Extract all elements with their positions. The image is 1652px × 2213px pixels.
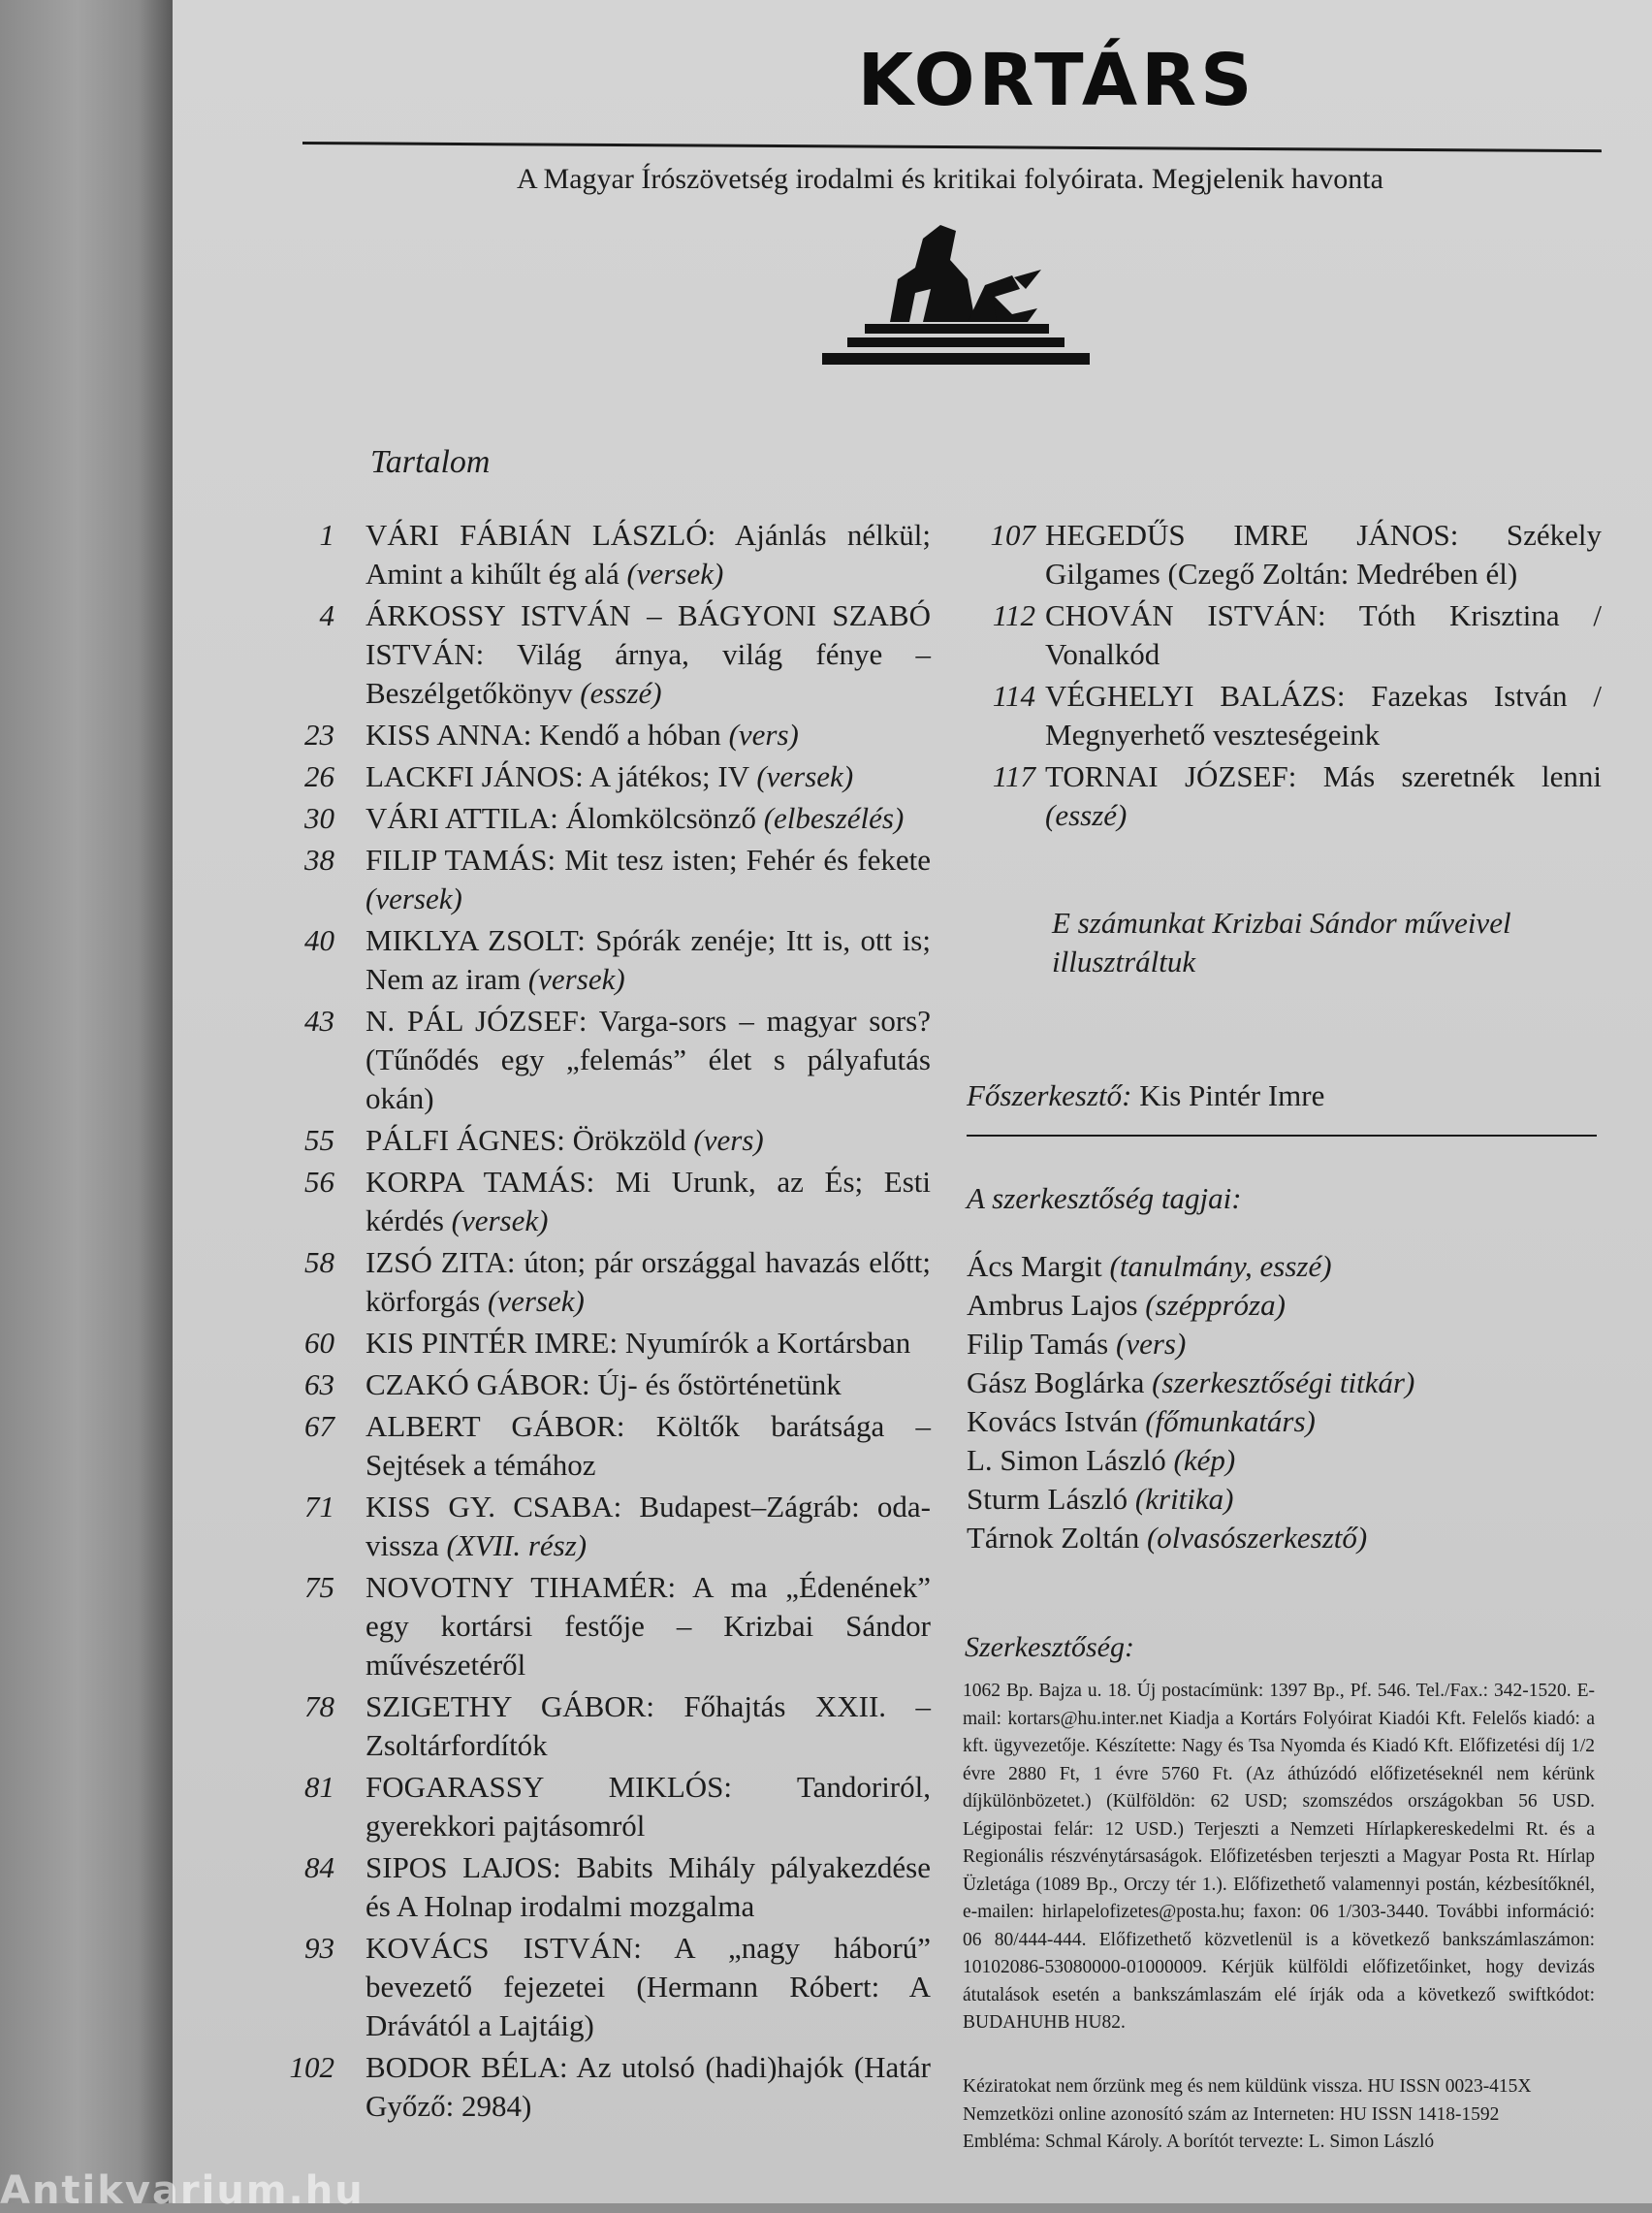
toc-entry-genre: (esszé) xyxy=(1045,798,1128,832)
toc-entry-title: N. PÁL JÓZSEF: Varga-sors – magyar sors? (Tűnődés egy „felemás” élet s pályafutás okán) xyxy=(365,1004,931,1115)
staff-role: (kritika) xyxy=(1134,1482,1234,1516)
toc-entry xyxy=(960,596,1602,674)
toc-entry-text xyxy=(1045,677,1602,754)
toc-entry-title: NOVOTNY TIHAMÉR: A ma „Édenének” egy kortársi festője – Krizbai Sándor művészetéről xyxy=(365,1570,931,1682)
toc-entry-text xyxy=(365,1488,931,1565)
toc-entry-title: PÁLFI ÁGNES: Örökzöld xyxy=(365,1123,694,1157)
toc-entry xyxy=(262,1488,931,1565)
toc-page-number: 56 xyxy=(304,1165,334,1199)
toc-entry-genre: (versek) xyxy=(756,759,854,793)
staff-name: Ács Margit xyxy=(967,1249,1110,1283)
toc-page-number: 71 xyxy=(304,1490,334,1523)
toc-entry xyxy=(960,677,1602,754)
toc-entry-text xyxy=(365,596,931,713)
staff-role: (olvasószerkesztő) xyxy=(1146,1521,1368,1555)
staff-name: L. Simon László xyxy=(967,1443,1174,1477)
toc-entry-title: VÉGHELYI BALÁZS: Fazekas István / Megnyerhető veszteségeink xyxy=(1045,679,1602,752)
toc-entry-text xyxy=(365,1243,931,1321)
masthead-title: KORTÁRS xyxy=(857,39,1256,122)
staff-list xyxy=(967,1247,1606,1557)
toc-entry-title: CHOVÁN ISTVÁN: Tóth Krisztina / Vonalkód xyxy=(1045,598,1602,671)
toc-page-number: 30 xyxy=(304,801,334,835)
staff-role: (széppróza) xyxy=(1145,1288,1286,1322)
masthead-subtitle: A Magyar Írószövetség irodalmi és kritikai folyóirata. Megjelenik havonta xyxy=(517,163,1383,195)
footer-line: Kéziratokat nem őrzünk meg és nem küldünk vissza. HU ISSN 0023-415X xyxy=(963,2076,1532,2097)
toc-entry-genre: (versek) xyxy=(527,962,625,996)
toc-page-number: 38 xyxy=(304,843,334,877)
toc-page-number: 26 xyxy=(304,759,334,793)
toc-entry-title: MIKLYA ZSOLT: Spórák zenéje; Itt is, ott is; Nem az iram xyxy=(365,923,931,996)
toc-page-number: 81 xyxy=(304,1770,334,1804)
footer-notes xyxy=(963,2073,1603,2157)
toc-entry xyxy=(262,757,931,796)
toc-entry xyxy=(262,1407,931,1485)
toc-entry xyxy=(262,516,931,593)
staff-name: Ambrus Lajos xyxy=(967,1288,1146,1322)
toc-entry-title: CZAKÓ GÁBOR: Új- és őstörténetünk xyxy=(365,1367,842,1401)
toc-entry-text xyxy=(365,1687,931,1765)
toc-entry-title: VÁRI FÁBIÁN LÁSZLÓ: Ajánlás nélkül; Amint a kihűlt ég alá xyxy=(365,518,931,591)
toc-entry xyxy=(262,596,931,713)
staff-name: Gász Boglárka xyxy=(967,1365,1153,1399)
staff-role: (szerkesztőségi titkár) xyxy=(1152,1365,1415,1399)
toc-page-number: 58 xyxy=(304,1245,334,1279)
toc-entry-title: BODOR BÉLA: Az utolsó (hadi)hajók (Határ Győző: 2984) xyxy=(365,2050,931,2123)
toc-entry-title: KOVÁCS ISTVÁN: A „nagy háború” bevezető fejezetei (Hermann Róbert: A Drávától a Lajtáig) xyxy=(365,1931,931,2042)
toc-entry-title: VÁRI ATTILA: Álomkölcsönző xyxy=(365,801,764,835)
toc-entry xyxy=(262,1365,931,1404)
toc-entry-title: KISS ANNA: Kendő a hóban xyxy=(365,718,729,752)
toc-entry xyxy=(262,1324,931,1363)
staff-role: (vers) xyxy=(1116,1327,1187,1361)
staff-heading: A szerkesztőség tagjai: xyxy=(967,1181,1242,1215)
toc-page-number: 93 xyxy=(304,1931,334,1965)
toc-entry-text xyxy=(365,1163,931,1240)
toc-entry-genre: (versek) xyxy=(487,1284,585,1318)
toc-entry-text xyxy=(365,1002,931,1118)
toc-entry-title: SZIGETHY GÁBOR: Főhajtás XXII. – Zsoltárfordítók xyxy=(365,1689,931,1762)
staff-member xyxy=(967,1480,1606,1519)
chief-editor-name: Kis Pintér Imre xyxy=(1131,1078,1325,1112)
toc-page-number: 60 xyxy=(304,1326,334,1360)
footer-line: Nemzetközi online azonosító szám az Interneten: HU ISSN 1418-1592 xyxy=(963,2103,1500,2125)
toc-page-number: 63 xyxy=(304,1367,334,1401)
staff-name: Kovács István xyxy=(967,1404,1146,1438)
toc-page-number: 67 xyxy=(304,1409,334,1443)
toc-entry xyxy=(960,757,1602,835)
staff-role: (kép) xyxy=(1173,1443,1236,1477)
staff-member xyxy=(967,1286,1606,1325)
toc-entry-genre: (esszé) xyxy=(580,676,662,710)
toc-entry-text xyxy=(1045,516,1602,593)
book-spine xyxy=(0,0,173,2203)
toc-entry-title: ÁRKOSSY ISTVÁN – BÁGYONI SZABÓ ISTVÁN: Világ árnya, világ fénye – Beszélgetőkönyv xyxy=(365,598,931,710)
toc-entry xyxy=(262,1687,931,1765)
toc-entry-title: HEGEDŰS IMRE JÁNOS: Székely Gilgames (Czegő Zoltán: Medrében él) xyxy=(1045,518,1602,591)
kortars-emblem-icon xyxy=(822,221,1090,369)
toc-left-column xyxy=(262,516,931,2129)
toc-entry xyxy=(262,1929,931,2045)
staff-member xyxy=(967,1363,1606,1402)
staff-name: Sturm László xyxy=(967,1482,1135,1516)
toc-page-number: 78 xyxy=(304,1689,334,1723)
toc-entry-text xyxy=(365,921,931,999)
toc-entry xyxy=(262,1768,931,1845)
toc-page-number: 55 xyxy=(304,1123,334,1157)
toc-entry-text xyxy=(365,2048,931,2126)
toc-entry-text xyxy=(365,1365,931,1404)
toc-entry-text xyxy=(1045,596,1602,674)
toc-entry xyxy=(262,1243,931,1321)
staff-member xyxy=(967,1402,1606,1441)
toc-heading: Tartalom xyxy=(370,444,491,480)
chief-editor-label: Főszerkesztő: xyxy=(967,1078,1132,1112)
editorial-heading: Szerkesztőség: xyxy=(965,1631,1134,1663)
chief-editor-rule xyxy=(967,1135,1597,1137)
toc-entry-text xyxy=(365,1848,931,1926)
toc-entry-title: TORNAI JÓZSEF: Más szeretnék lenni xyxy=(1045,759,1602,793)
toc-entry xyxy=(262,921,931,999)
toc-entry-title: SIPOS LAJOS: Babits Mihály pályakezdése és A Holnap irodalmi mozgalma xyxy=(365,1850,931,1923)
staff-role: (főmunkatárs) xyxy=(1145,1404,1316,1438)
staff-member xyxy=(967,1247,1606,1286)
watermark: Antikvarium.hu xyxy=(0,2168,365,2213)
chief-editor xyxy=(967,1078,1324,1113)
toc-entry-text xyxy=(365,1768,931,1845)
toc-entry xyxy=(262,1848,931,1926)
staff-name: Filip Tamás xyxy=(967,1327,1116,1361)
staff-member xyxy=(967,1325,1606,1363)
toc-entry xyxy=(262,799,931,838)
toc-entry-text xyxy=(365,757,931,796)
toc-entry-text xyxy=(365,1929,931,2045)
toc-page-number: 84 xyxy=(304,1850,334,1884)
toc-page-number: 43 xyxy=(304,1004,334,1038)
footer-line: Embléma: Schmal Károly. A borítót tervezte: L. Simon László xyxy=(963,2132,1435,2152)
toc-entry xyxy=(960,516,1602,593)
toc-entry-text xyxy=(365,716,931,754)
toc-page-number: 75 xyxy=(304,1570,334,1604)
toc-entry-text xyxy=(365,1121,931,1160)
toc-entry-title: IZSÓ ZITA: úton; pár országgal havazás előtt; körforgás xyxy=(365,1245,931,1318)
toc-entry-text xyxy=(365,799,931,838)
illustration-note: E számunkat Krizbai Sándor műveivel illusztráltuk xyxy=(1052,906,1511,978)
toc-entry-genre: (versek) xyxy=(626,557,724,591)
toc-right-column xyxy=(960,516,1602,838)
toc-entry-text xyxy=(365,1407,931,1485)
toc-page-number: 4 xyxy=(319,598,334,632)
toc-page-number: 40 xyxy=(304,923,334,957)
toc-page-number: 102 xyxy=(289,2050,334,2084)
toc-page-number: 23 xyxy=(304,718,334,752)
toc-entry-title: FILIP TAMÁS: Mit tesz isten; Fehér és fekete xyxy=(365,843,931,877)
toc-entry-title: KIS PINTÉR IMRE: Nyumírók a Kortársban xyxy=(365,1326,911,1360)
toc-entry-text xyxy=(365,841,931,918)
toc-entry xyxy=(262,841,931,918)
toc-page-number: 114 xyxy=(992,679,1035,713)
staff-member xyxy=(967,1441,1606,1480)
toc-page-number: 107 xyxy=(990,518,1035,552)
toc-entry-genre: (vers) xyxy=(693,1123,764,1157)
toc-entry xyxy=(262,716,931,754)
toc-entry xyxy=(262,2048,931,2126)
toc-entry-genre: (elbeszélés) xyxy=(763,801,905,835)
toc-entry-genre: (vers) xyxy=(728,718,799,752)
toc-entry-text xyxy=(365,1568,931,1684)
toc-entry-text xyxy=(365,516,931,593)
toc-page-number: 1 xyxy=(319,518,334,552)
toc-entry xyxy=(262,1121,931,1160)
toc-entry-genre: (versek) xyxy=(365,882,462,915)
toc-entry-text xyxy=(365,1324,931,1363)
toc-entry-title: FOGARASSY MIKLÓS: Tandoriról, gyerekkori pajtásomról xyxy=(365,1770,931,1843)
editorial-info: 1062 Bp. Bajza u. 18. Új postacímünk: 1397 Bp., Pf. 546. Tel./Fax.: 342-1520. E-mail: kortars@hu.inter.net Kiadja a Kortárs Folyóirat Kiadói Kft. Felelős kiadó: a kft. ügyvezetője. Készítette: Nagy és Tsa Nyomda és Kiadó Kft. Előfizetési díj 1/2 évre 2880 Ft, 1 évre 5760 Ft. (Az áthúzódó előfizetéseknél nem kérünk díjkülönbözetet.) (Külföldön: 62 USD; szomszédos országokban 56 USD. Légipostai felár: 12 USD.) Terjeszti a Nemzeti Hírlapkereskedelmi Rt. és a Regionális részvénytársaságok. Előfizetésben terjeszti a Magyar Posta Rt. Hírlap Üzletága (1089 Bp., Orczy tér 1.). Előfizethető valamennyi postán, kézbesítőknél, e-mailen: hirlapelofizetes@posta.hu; faxon: 06 1/303-3440. További információ: 06 80/444-444. Előfizethető közvetlenül is a következő bankszámlaszámon: 10102086-53080000-01000009. Kérjük külföldi előfizetőinket, hogy devizás átutalások esetén a bankszámlaszám elé írják oda a következő swiftkódot: BUDAHUHB HU82. xyxy=(963,1681,1595,2033)
toc-entry-title: LACKFI JÁNOS: A játékos; IV xyxy=(365,759,757,793)
toc-entry xyxy=(262,1163,931,1240)
toc-entry-genre: (versek) xyxy=(451,1203,549,1237)
toc-entry-title: KISS GY. CSABA: Budapest–Zágráb: oda-vissza xyxy=(365,1490,931,1562)
toc-entry-genre: (XVII. rész) xyxy=(446,1528,588,1562)
staff-member xyxy=(967,1519,1606,1557)
toc-entry-text xyxy=(1045,757,1602,835)
toc-entry xyxy=(262,1002,931,1118)
toc-entry xyxy=(262,1568,931,1684)
staff-name: Tárnok Zoltán xyxy=(967,1521,1147,1555)
staff-role: (tanulmány, esszé) xyxy=(1109,1249,1332,1283)
toc-page-number: 117 xyxy=(992,759,1035,793)
toc-page-number: 112 xyxy=(992,598,1035,632)
toc-entry-title: KORPA TAMÁS: Mi Urunk, az És; Esti kérdés xyxy=(365,1165,931,1237)
toc-entry-title: ALBERT GÁBOR: Költők barátsága – Sejtések a témához xyxy=(365,1409,931,1482)
